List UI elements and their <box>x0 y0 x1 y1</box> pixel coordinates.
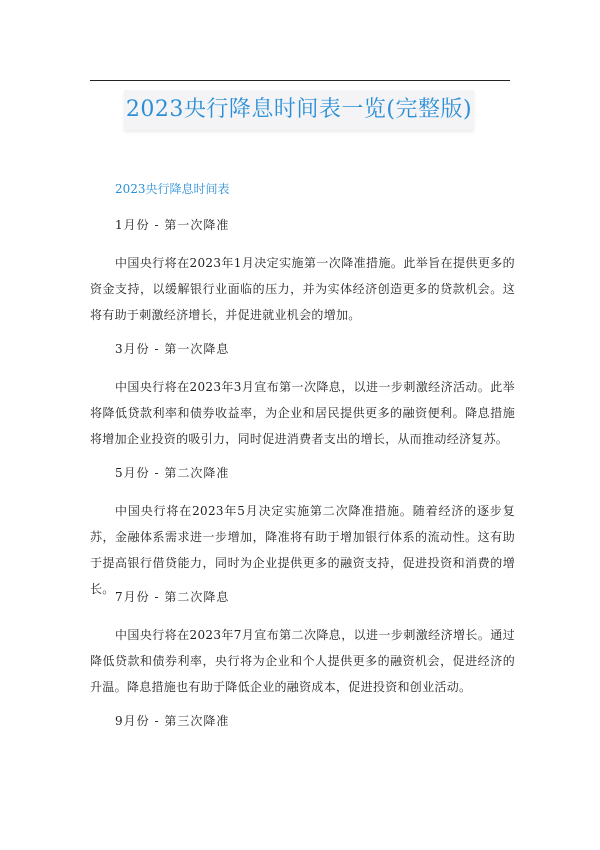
section-body-4: 中国央行将在2023年7月宣布第二次降息，以进一步刺激经济增长。通过降低贷款和债券利率，央行将为企业和个人提供更多的融资机会，促进经济的升温。降息措施也有助于降低企业的融资成本，促进投资和创业活动。 <box>90 628 515 694</box>
section-heading-2: 3月份 - 第一次降息 <box>115 342 230 356</box>
section-heading-4: 7月份 - 第二次降息 <box>115 590 230 604</box>
section-subtitle: 2023央行降息时间表 <box>115 182 230 196</box>
section-body-1: 中国央行将在2023年1月决定实施第一次降准措施。此举旨在提供更多的资金支持，以缓解银行业面临的压力，并为实体经济创造更多的贷款机会。这将有助于刺激经济增长，并促进就业机会的增加。 <box>90 256 515 322</box>
section-heading-5: 9月份 - 第三次降准 <box>115 714 230 728</box>
page-title: 2023央行降息时间表一览(完整版) <box>125 97 473 122</box>
section-heading-1: 1月份 - 第一次降准 <box>115 218 230 232</box>
section-heading-3: 5月份 - 第二次降准 <box>115 466 230 480</box>
top-divider <box>90 80 510 81</box>
section-body-3: 中国央行将在2023年5月决定实施第二次降准措施。随着经济的逐步复苏，金融体系需求进一步增加，降准将有助于增加银行体系的流动性。这有助于提高银行借贷能力，同时为企业提供更多的融资支持，促进投资和消费的增长。 <box>90 504 515 596</box>
section-body-2: 中国央行将在2023年3月宣布第一次降息，以进一步刺激经济活动。此举将降低贷款利率和债券收益率，为企业和居民提供更多的融资便利。降息措施将增加企业投资的吸引力，同时促进消费者支出的增长，从而推动经济复苏。 <box>90 380 515 446</box>
